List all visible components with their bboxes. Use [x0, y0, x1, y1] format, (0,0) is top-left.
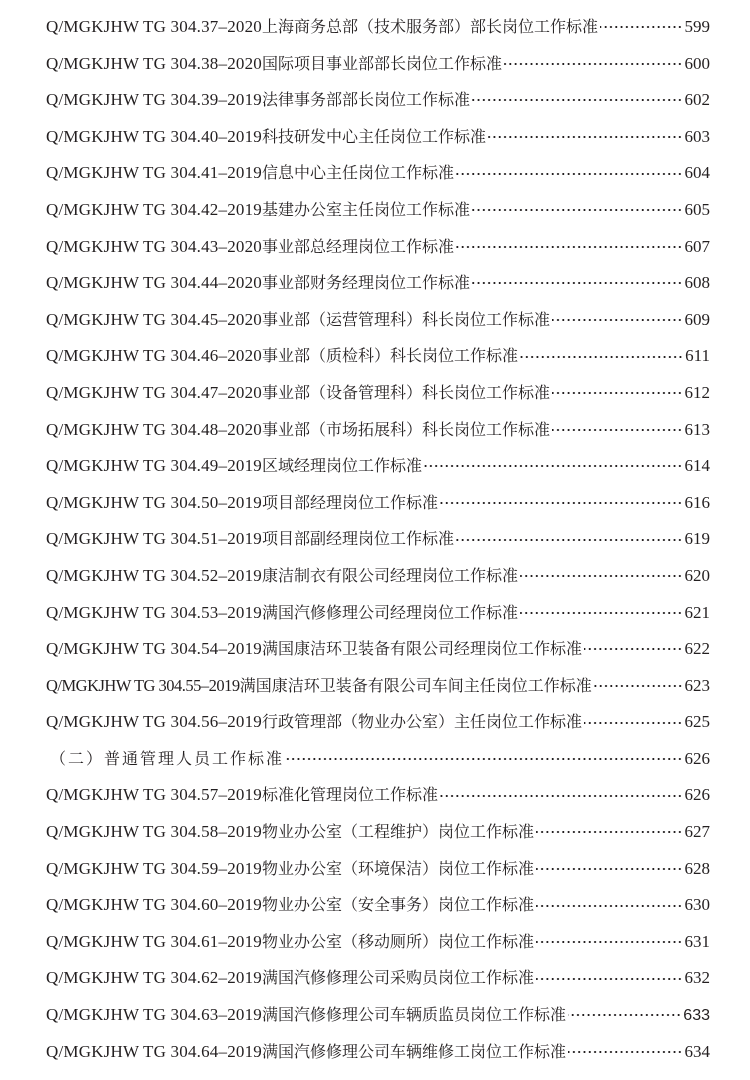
entry-title: 康洁制衣有限公司经理岗位工作标准: [262, 565, 519, 585]
dot-leader: [520, 355, 683, 359]
standard-code: Q/MGKJHW TG 304.54–2019: [46, 639, 263, 659]
dot-leader: [440, 794, 682, 798]
toc-entry[interactable]: [46, 82, 710, 119]
toc-entry[interactable]: [46, 119, 710, 156]
toc-entry[interactable]: [46, 668, 710, 705]
standard-code: Q/MGKJHW TG 304.42–2019: [46, 199, 263, 219]
page-number: 605: [684, 199, 710, 219]
page-number: 616: [684, 492, 710, 512]
dot-leader: [600, 25, 682, 29]
entry-title: 标准化管理岗位工作标准: [262, 785, 439, 805]
toc-entry[interactable]: [46, 924, 710, 961]
page-number: 626: [684, 748, 710, 768]
toc-entry[interactable]: [46, 302, 710, 339]
entry-title: 事业部（质检科）科长岗位工作标准: [262, 346, 519, 366]
toc-entry[interactable]: [46, 448, 710, 485]
standard-code: Q/MGKJHW TG 304.47–2020: [46, 382, 263, 402]
table-of-contents: [46, 9, 710, 1070]
dot-leader: [520, 574, 682, 578]
standard-code: Q/MGKJHW TG 304.46–2020: [46, 346, 263, 366]
standard-code: Q/MGKJHW TG 304.59–2019: [46, 858, 263, 878]
entry-title: 事业部（运营管理科）科长岗位工作标准: [262, 309, 551, 329]
page-number: 611: [685, 346, 710, 366]
standard-code: Q/MGKJHW TG 304.37–2020: [46, 17, 263, 36]
toc-entry[interactable]: [46, 595, 710, 632]
dot-leader: [424, 464, 682, 468]
standard-code: Q/MGKJHW TG 304.43–2020: [46, 236, 263, 256]
entry-title: 满国汽修修理公司车辆质监员岗位工作标准: [262, 1005, 567, 1025]
page-number: 631: [684, 931, 710, 951]
dot-leader: [456, 172, 682, 176]
dot-leader: [594, 684, 683, 688]
entry-title: 事业部（设备管理科）科长岗位工作标准: [262, 382, 551, 402]
entry-title: 满国汽修修理公司经理岗位工作标准: [262, 602, 519, 622]
standard-code: Q/MGKJHW TG 304.40–2019: [46, 126, 263, 146]
entry-title: 物业办公室（移动厕所）岗位工作标准: [262, 931, 535, 951]
toc-entry[interactable]: [46, 338, 710, 375]
toc-entry[interactable]: [46, 485, 710, 522]
standard-code: Q/MGKJHW TG 304.60–2019: [46, 895, 263, 915]
toc-entry[interactable]: [46, 814, 710, 851]
toc-entry[interactable]: [46, 777, 710, 814]
entry-title: 行政管理部（物业办公室）主任岗位工作标准: [262, 712, 583, 732]
toc-entry[interactable]: [46, 9, 710, 46]
entry-title: 科技研发中心主任岗位工作标准: [262, 126, 487, 146]
standard-code: Q/MGKJHW TG 304.41–2019: [46, 163, 263, 183]
page-number: 600: [684, 53, 710, 73]
dot-leader: [472, 208, 682, 212]
page-number: 633: [683, 1007, 710, 1025]
page-number: 604: [684, 163, 710, 183]
dot-leader: [456, 538, 682, 542]
page-number: 626: [684, 785, 710, 805]
page-number: 607: [684, 236, 710, 256]
entry-title: 满国汽修修理公司车辆维修工岗位工作标准: [262, 1041, 567, 1061]
standard-code: Q/MGKJHW TG 304.45–2020: [46, 309, 263, 329]
page-number: 620: [684, 565, 710, 585]
page-number: 609: [684, 309, 710, 329]
dot-leader: [286, 757, 682, 761]
standard-code: Q/MGKJHW TG 304.62–2019: [46, 968, 263, 988]
standard-code: Q/MGKJHW TG 304.61–2019: [46, 931, 263, 951]
entry-title: 事业部（市场拓展科）科长岗位工作标准: [262, 419, 551, 439]
toc-entry[interactable]: [46, 46, 710, 83]
standard-code: Q/MGKJHW TG 304.57–2019: [46, 785, 263, 805]
dot-leader: [552, 391, 682, 395]
standard-code: Q/MGKJHW TG 304.53–2019: [46, 602, 263, 622]
entry-title: 满国汽修修理公司采购员岗位工作标准: [262, 968, 535, 988]
entry-title: 满国康洁环卫装备有限公司车间主任岗位工作标准: [239, 675, 592, 695]
page-number: 603: [684, 126, 710, 146]
page-number: 612: [684, 382, 710, 402]
page-number: 619: [684, 529, 710, 549]
entry-title: 物业办公室（环境保洁）岗位工作标准: [262, 858, 535, 878]
entry-title: 基建办公室主任岗位工作标准: [262, 199, 471, 219]
standard-code: Q/MGKJHW TG 304.63–2019: [46, 1005, 263, 1025]
entry-title: 项目部经理岗位工作标准: [262, 492, 439, 512]
dot-leader: [472, 98, 682, 102]
page-number: 627: [684, 822, 710, 842]
toc-entry[interactable]: [46, 412, 710, 449]
entry-title: 国际项目事业部部长岗位工作标准: [262, 53, 503, 73]
dot-leader: [472, 281, 682, 285]
dot-leader: [488, 135, 682, 139]
standard-code: Q/MGKJHW TG 304.58–2019: [46, 822, 263, 842]
standard-code: Q/MGKJHW TG 304.48–2020: [46, 419, 263, 439]
page-number: 634: [684, 1041, 710, 1061]
section-title: （二）普通管理人员工作标准: [50, 748, 285, 768]
toc-entry[interactable]: [46, 851, 710, 888]
page-number: 608: [684, 273, 710, 293]
page-number: 602: [684, 90, 710, 110]
toc-entry[interactable]: [46, 375, 710, 412]
entry-title: 事业部财务经理岗位工作标准: [262, 273, 471, 293]
dot-leader: [536, 867, 682, 871]
page-number: 632: [684, 968, 710, 988]
standard-code: Q/MGKJHW TG 304.49–2019: [46, 456, 263, 476]
entry-title: 法律事务部部长岗位工作标准: [262, 90, 471, 110]
page-number: 628: [684, 858, 710, 878]
standard-code: Q/MGKJHW TG 304.55–2019: [46, 675, 240, 695]
toc-entry[interactable]: [46, 631, 710, 668]
standard-code: Q/MGKJHW TG 304.52–2019: [46, 565, 263, 585]
entry-title: 事业部总经理岗位工作标准: [262, 236, 455, 256]
entry-title: 满国康洁环卫装备有限公司经理岗位工作标准: [262, 639, 583, 659]
dot-leader: [552, 428, 682, 432]
dot-leader: [536, 904, 682, 908]
page-number: 599: [684, 17, 710, 36]
standard-code: Q/MGKJHW TG 304.50–2019: [46, 492, 263, 512]
page-number: 625: [684, 712, 710, 732]
dot-leader: [536, 977, 682, 981]
page-number: 621: [684, 602, 710, 622]
standard-code: Q/MGKJHW TG 304.51–2019: [46, 529, 263, 549]
page-number: 613: [684, 419, 710, 439]
entry-title: 物业办公室（安全事务）岗位工作标准: [262, 895, 535, 915]
dot-leader: [520, 611, 682, 615]
standard-code: Q/MGKJHW TG 304.56–2019: [46, 712, 263, 732]
toc-entry[interactable]: [46, 960, 710, 997]
page-number: 630: [684, 895, 710, 915]
toc-entry[interactable]: [46, 265, 710, 302]
entry-title: 区域经理岗位工作标准: [262, 456, 423, 476]
dot-leader: [552, 318, 682, 322]
toc-section-heading[interactable]: [46, 741, 710, 778]
toc-entry[interactable]: [46, 887, 710, 924]
toc-entry[interactable]: [46, 192, 710, 229]
dot-leader: [440, 501, 682, 505]
page-number: 623: [684, 675, 710, 695]
dot-leader: [456, 245, 682, 249]
standard-code: Q/MGKJHW TG 304.38–2020: [46, 53, 263, 73]
toc-entry[interactable]: [46, 229, 710, 266]
dot-leader: [536, 940, 682, 944]
toc-entry[interactable]: [46, 704, 710, 741]
toc-entry[interactable]: [46, 1034, 710, 1071]
toc-entry[interactable]: [46, 155, 710, 192]
dot-leader: [568, 1013, 681, 1017]
page-number: 614: [684, 456, 710, 476]
toc-entry[interactable]: [46, 521, 710, 558]
toc-entry[interactable]: [46, 997, 710, 1034]
standard-code: Q/MGKJHW TG 304.39–2019: [46, 90, 263, 110]
entry-title: 上海商务总部（技术服务部）部长岗位工作标准: [262, 17, 599, 36]
entry-title: 项目部副经理岗位工作标准: [262, 529, 455, 549]
page-number: 622: [684, 639, 710, 659]
toc-entry[interactable]: [46, 558, 710, 595]
dot-leader: [584, 647, 682, 651]
entry-title: 物业办公室（工程维护）岗位工作标准: [262, 822, 535, 842]
dot-leader: [584, 721, 682, 725]
dot-leader: [504, 62, 682, 66]
standard-code: Q/MGKJHW TG 304.44–2020: [46, 273, 263, 293]
dot-leader: [536, 830, 682, 834]
standard-code: Q/MGKJHW TG 304.64–2019: [46, 1041, 263, 1061]
dot-leader: [568, 1050, 682, 1054]
entry-title: 信息中心主任岗位工作标准: [262, 163, 455, 183]
